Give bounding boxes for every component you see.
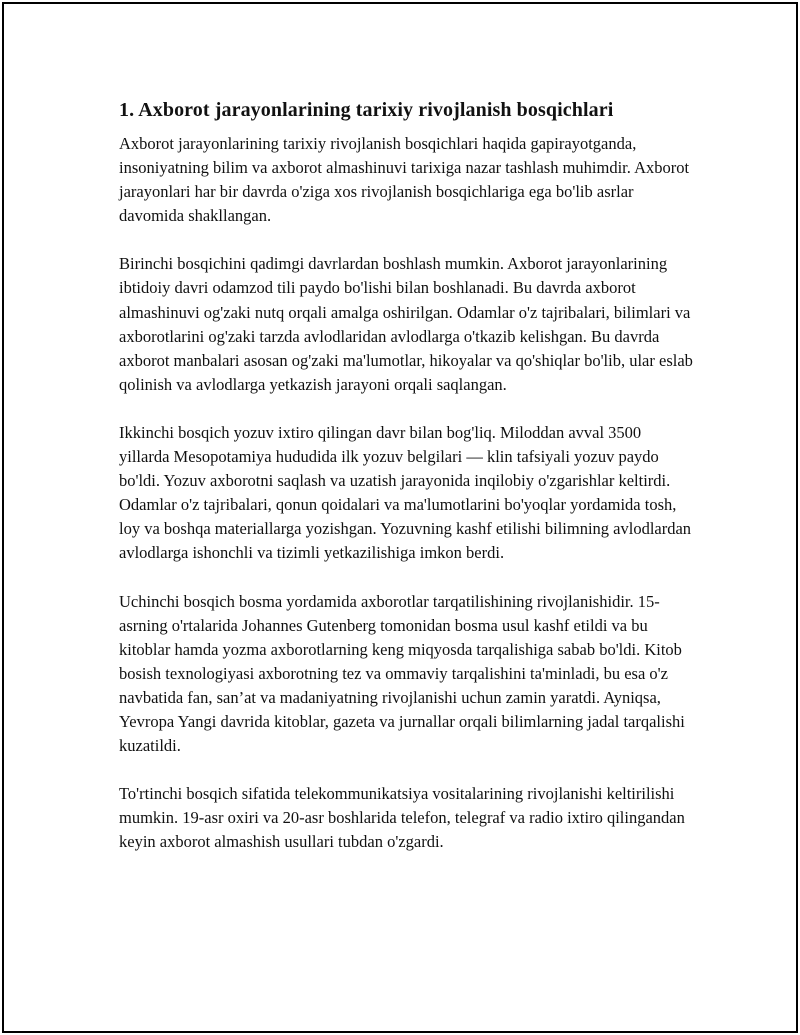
section-heading: 1. Axborot jarayonlarining tarixiy rivojlanish bosqichlari	[119, 99, 614, 121]
paragraph-stage-one: Birinchi bosqichini qadimgi davrlardan boshlash mumkin. Axborot jarayonlarining ibtidoiy davri odamzod tili paydo bo'lishi bilan boshlanadi. Bu davrda axborot almashinuvi og'zaki nutq orqali amalga oshirilgan. Odamlar o'z tajribalari, bilimlari va axborotlarini og'zaki tarzda avlodlaridan avlodlarga o'tkazib kelishgan. Bu davrda axborot manbalari asosan og'zaki ma'lumotlar, hikoyalar va qo'shiqlar bo'lib, ular eslab qolinish va avlodlarga yetkazish jarayoni orqali saqlangan.	[119, 254, 693, 394]
document-content	[119, 96, 694, 878]
paragraph-stage-three: Uchinchi bosqich bosma yordamida axborotlar tarqatilishining rivojlanishidir. 15-asrning o'rtalarida Johannes Gutenberg tomonidan bosma usul kashf etildi va bu kitoblar hamda yozma axborotlarning keng miqyosda tarqalishiga sabab bo'ldi. Kitob bosish texnologiyasi axborotning tez va ommaviy tarqalishini ta'minladi, bu esa o'z navbatida fan, san’at va madaniyatning rivojlanishi uchun zamin yaratdi. Ayniqsa, Yevropa Yangi davrida kitoblar, gazeta va jurnallar orqali bilimlarning jadal tarqalishi kuzatildi.	[119, 591, 685, 756]
paragraph-intro: Axborot jarayonlarining tarixiy rivojlanish bosqichlari haqida gapirayotganda, insoniyatning bilim va axborot almashinuvi tarixiga nazar tashlash muhimdir. Axborot jarayonlari har bir davrda o'ziga xos rivojlanish bosqichlariga ega bo'lib asrlar davomida shakllangan.	[119, 134, 690, 226]
paragraph-stage-four: To'rtinchi bosqich sifatida telekommunikatsiya vositalarining rivojlanishi keltirilishi mumkin. 19-asr oxiri va 20-asr boshlarida telefon, telegraf va radio ixtiro qilingandan keyin axborot almashish usullari tubdan o'zgardi.	[119, 784, 685, 852]
paragraph-stage-two: Ikkinchi bosqich yozuv ixtiro qilingan davr bilan bog'liq. Miloddan avval 3500 yillarda Mesopotamiya hududida ilk yozuv belgilari — klin tafsiyali yozuv paydo bo'ldi. Yozuv axborotni saqlash va uzatish jarayonida inqilobiy o'zgarishlar keltirdi. Odamlar o'z tajribalari, qonun qoidalari va ma'lumotlarini bo'yoqlar yordamida tosh, loy va boshqa materiallarga yozishgan. Yozuvning kashf etilishi bilimning avlodlardan avlodlarga ishonchli va tizimli yetkazilishiga imkon berdi.	[119, 422, 692, 563]
document-page	[2, 2, 798, 1033]
